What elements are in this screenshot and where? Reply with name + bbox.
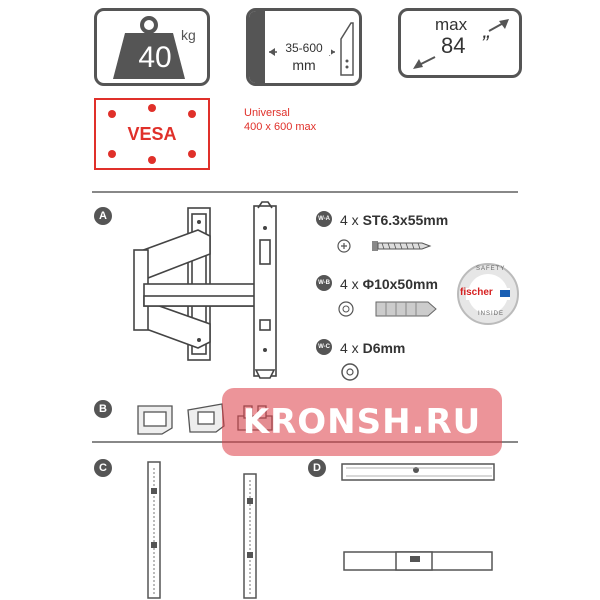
fischer-ring-bottom: INSIDE bbox=[478, 311, 505, 317]
screen-max-label: max bbox=[435, 15, 468, 34]
tv-side-icon bbox=[337, 19, 357, 79]
screw-icon bbox=[336, 236, 432, 256]
hardware-spec-wb bbox=[340, 276, 438, 292]
hardware-size-wc: D6mm bbox=[362, 340, 406, 356]
screen-size-unit: ” bbox=[481, 31, 489, 56]
vesa-dot bbox=[148, 104, 156, 112]
vesa-label: VESA bbox=[127, 124, 177, 144]
part-label-a: A bbox=[94, 207, 112, 225]
hardware-qty-wc: 4 x bbox=[340, 340, 359, 356]
distance-unit: mm bbox=[292, 57, 316, 73]
hardware-qty-wb: 4 x bbox=[340, 276, 359, 292]
vesa-dot bbox=[108, 150, 116, 158]
washer-icon bbox=[340, 362, 360, 382]
fischer-ring-top: SAFETY bbox=[476, 266, 506, 272]
site-watermark: KRONSH.RU bbox=[222, 388, 502, 456]
wall-strip bbox=[249, 11, 265, 83]
vesa-note-line1: Universal bbox=[244, 107, 290, 119]
vesa-dot bbox=[188, 110, 196, 118]
hardware-spec-wc bbox=[340, 340, 405, 356]
divider-top bbox=[92, 191, 518, 193]
hardware-size-wb: Φ10x50mm bbox=[362, 276, 438, 292]
fischer-brand: fischer bbox=[460, 287, 493, 298]
max-weight-box bbox=[94, 8, 210, 86]
screen-size-box bbox=[398, 8, 522, 78]
hardware-tag-wc: W-C bbox=[316, 339, 332, 355]
weight-value: 40 bbox=[138, 41, 172, 74]
part-label-b: B bbox=[94, 400, 112, 418]
part-label-c: C bbox=[94, 459, 112, 477]
vesa-dot bbox=[148, 156, 156, 164]
screen-size-value: 84 bbox=[441, 33, 466, 58]
vesa-dot bbox=[108, 110, 116, 118]
vesa-dot bbox=[188, 150, 196, 158]
vertical-rail-drawing bbox=[142, 458, 268, 600]
hardware-tag-wa: W-A bbox=[316, 211, 332, 227]
wall-plug-icon bbox=[336, 298, 440, 320]
hardware-spec-wa bbox=[340, 212, 448, 228]
vesa-note-line2: 400 x 600 max bbox=[244, 121, 317, 133]
wall-mount-arm-drawing bbox=[128, 200, 288, 382]
hardware-size-wa: ST6.3x55mm bbox=[362, 212, 449, 228]
hardware-qty-wa: 4 x bbox=[340, 212, 359, 228]
distance-range: 35-600 bbox=[277, 41, 331, 55]
vesa-note bbox=[244, 106, 316, 134]
weight-unit: kg bbox=[181, 27, 196, 43]
vesa-box bbox=[94, 98, 210, 170]
wall-distance-box bbox=[246, 8, 362, 86]
horizontal-bar-drawing bbox=[338, 458, 498, 582]
part-label-d: D bbox=[308, 459, 326, 477]
hardware-tag-wb: W-B bbox=[316, 275, 332, 291]
